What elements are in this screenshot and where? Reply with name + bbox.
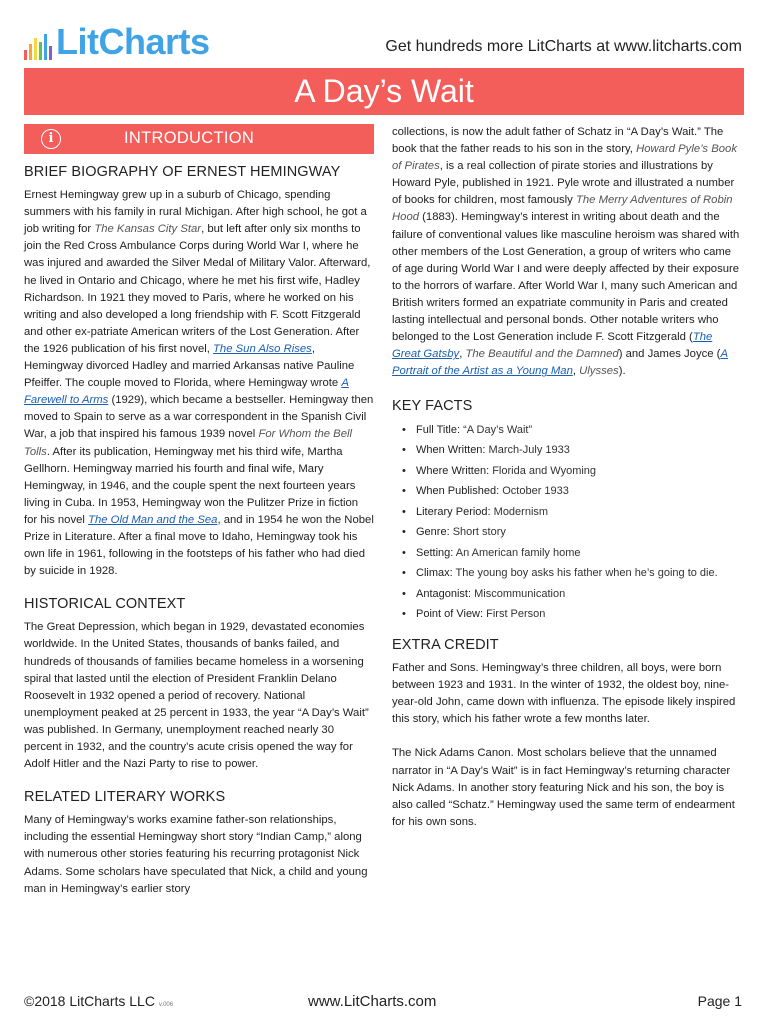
extra-credit-item: Father and Sons. Hemingway’s three children, all boys, were born between 1923 and 1931. In the winter of 1932, the oldest boy, nine-year-old John, came down with influenza. The episode likely inspired this story, which his father wrote a few months later. xyxy=(392,662,736,726)
extra-credit-heading: EXTRA CREDIT xyxy=(392,637,499,653)
brand-name: LitCharts xyxy=(56,21,210,62)
book-link[interactable]: The Old Man and the Sea xyxy=(88,513,218,526)
logo-bars-icon xyxy=(24,26,52,60)
version-label: v.006 xyxy=(158,1002,174,1008)
related-works-heading: RELATED LITERARY WORKS xyxy=(24,789,226,806)
historical-context-text: The Great Depression, which began in 1929, devastated economies worldwide. In the United States, thousands of banks failed, and hundreds of thousands of families became homeless in a worsening spiral that lasted until the election of President Franklin Delano Roosevelt in 1932 opened a period of recovery. National unemployment peaked at 25 percent in 1933, the year “A Day’s Wait” was published. In Germany, unemployment reached nearly 30 percent in 1932, and the country’s acute crisis opened the way for Adolf Hitler and the Nazi Party to rise to power. xyxy=(24,621,369,771)
right-column xyxy=(392,124,742,831)
historical-context-heading: HISTORICAL CONTEXT xyxy=(24,596,186,613)
copyright: ©2018 LitCharts LLC v.006 xyxy=(24,993,174,1009)
book-link[interactable]: The Sun Also Rises xyxy=(213,342,312,355)
title-banner xyxy=(24,68,744,115)
book-link[interactable]: A Portrait of the Artist as a Young Man xyxy=(392,348,728,378)
key-fact-item: • Genre: Short story xyxy=(400,524,742,541)
key-fact-item: • Point of View: First Person xyxy=(400,606,742,623)
key-facts-heading: KEY FACTS xyxy=(392,398,473,415)
key-fact-item: • Where Written: Florida and Wyoming xyxy=(400,463,742,480)
book-link[interactable]: A Farewell to Arms xyxy=(24,377,349,407)
footer-url-link[interactable]: www.LitCharts.com xyxy=(308,993,437,1010)
litcharts-logo[interactable] xyxy=(24,20,210,60)
italic-title: The Kansas City Star xyxy=(94,223,202,236)
italic-title: Ulysses xyxy=(579,365,619,378)
related-works-text: Many of Hemingway’s works examine father-son relationships, including the essential Hemingway short story “Indian Camp,” along with numerous other stories featuring his recurring protagonist Nick Adams. Some scholars have speculated that Nick, a child and young man in Hemingway’s earlier story xyxy=(24,814,368,895)
key-fact-item: • When Published: October 1933 xyxy=(400,483,742,500)
key-fact-item: • Climax: The young boy asks his father when he’s going to die. xyxy=(400,565,742,582)
italic-title: The Merry Adventures of Robin Hood xyxy=(392,194,733,224)
italic-title: Howard Pyle’s Book of Pirates xyxy=(392,143,737,173)
related-works-continued-text: collections, is now the adult father of Schatz in “A Day’s Wait.” The book that the father reads to his son in the story, Howard Pyle’s Book of Pirates, is a real collection of pirate stories and illustrations by Howard Pyle, published in 1921. Pyle wrote and illustrated a number of books for children, most famously The Merry Adventures of Robin Hood (1883). Hemingway’s interest in writing about death and the failure of conventional values like masculine heroism was shared with other members of the Lost Generation, a group of writers who came of age during World War I and were deeply affected by their exposure to the horrors of warfare. After World War I, many such American and British writers formed an expatriate community in Paris and created lasting intellectual and personal bonds. Other notable writers who belonged to the Lost Generation include F. Scott Fitzgerald (The Great Gatsby, The Beautiful and the Damned) and James Joyce (A Portrait of the Artist as a Young Man, Ulysses). xyxy=(392,126,740,378)
key-fact-item: • Setting: An American family home xyxy=(400,545,742,562)
extra-credit-item: The Nick Adams Canon. Most scholars believe that the unnamed narrator in “A Day’s Wait” is in fact Hemingway’s returning character Nick Adams. In another story featuring Nick and his son, the boy is also called “Schatz.” Hemingway used the same term of endearment for his own sons. xyxy=(392,747,735,828)
key-facts-list xyxy=(392,422,742,624)
biography-text: Ernest Hemingway grew up in a suburb of Chicago, spending summers with his family in rural Michigan. After high school, he got a job writing for The Kansas City Star, but left after only six months to join the Red Cross Ambulance Corps during World War I, where he was injured and awarded the Silver Medal of Military Valor. Afterward, he lived in Ontario and Chicago, where he met his first wife, Hadley Richardson. In 1921 they moved to Paris, where he worked on his writing and also developed a long friendship with F. Scott Fitzgerald and other ex-patriate American writers of the Lost Generation. After the 1926 publication of his first novel, The Sun Also Rises, Hemingway divorced Hadley and married Arkansas native Pauline Pfeiffer. The couple moved to Florida, where Hemingway wrote A Farewell to Arms (1929), which became a bestseller. Hemingway then moved to Spain to serve as a war correspondent in the Spanish Civil War, a job that inspired his famous 1939 novel For Whom the Bell Tolls. After its publication, Hemingway met his third wife, Martha Gellhorn. Hemingway married his fourth and final wife, Mary Hemingway, in 1946, and the couple spent the next fourteen years living in Cuba. In 1953, Hemingway won the Pulitzer Prize in fiction for his novel The Old Man and the Sea, and in 1954 he won the Nobel Prize in Literature. After a final move to Idaho, Hemingway took his own life in 1961, following in the footsteps of his father who had died by suicide in 1928. xyxy=(24,189,374,578)
page-number: Page 1 xyxy=(697,993,742,1009)
header-tagline[interactable]: Get hundreds more LitCharts at www.litcharts.com xyxy=(385,38,742,55)
biography-heading: BRIEF BIOGRAPHY OF ERNEST HEMINGWAY xyxy=(24,164,341,180)
italic-title: For Whom the Bell Tolls xyxy=(24,428,352,458)
introduction-banner xyxy=(24,124,374,154)
book-link[interactable]: The Great Gatsby xyxy=(392,331,713,361)
key-fact-item: • Literary Period: Modernism xyxy=(400,504,742,521)
key-fact-item: • Full Title: “A Day’s Wait” xyxy=(400,422,742,439)
left-column xyxy=(24,124,374,898)
key-fact-item: • Antagonist: Miscommunication xyxy=(400,586,742,603)
info-icon: i xyxy=(41,129,61,149)
italic-title: The Beautiful and the Damned xyxy=(465,348,619,361)
key-fact-item: • When Written: March-July 1933 xyxy=(400,442,742,459)
introduction-label: INTRODUCTION xyxy=(124,129,255,148)
page-title: A Day’s Wait xyxy=(294,73,474,109)
